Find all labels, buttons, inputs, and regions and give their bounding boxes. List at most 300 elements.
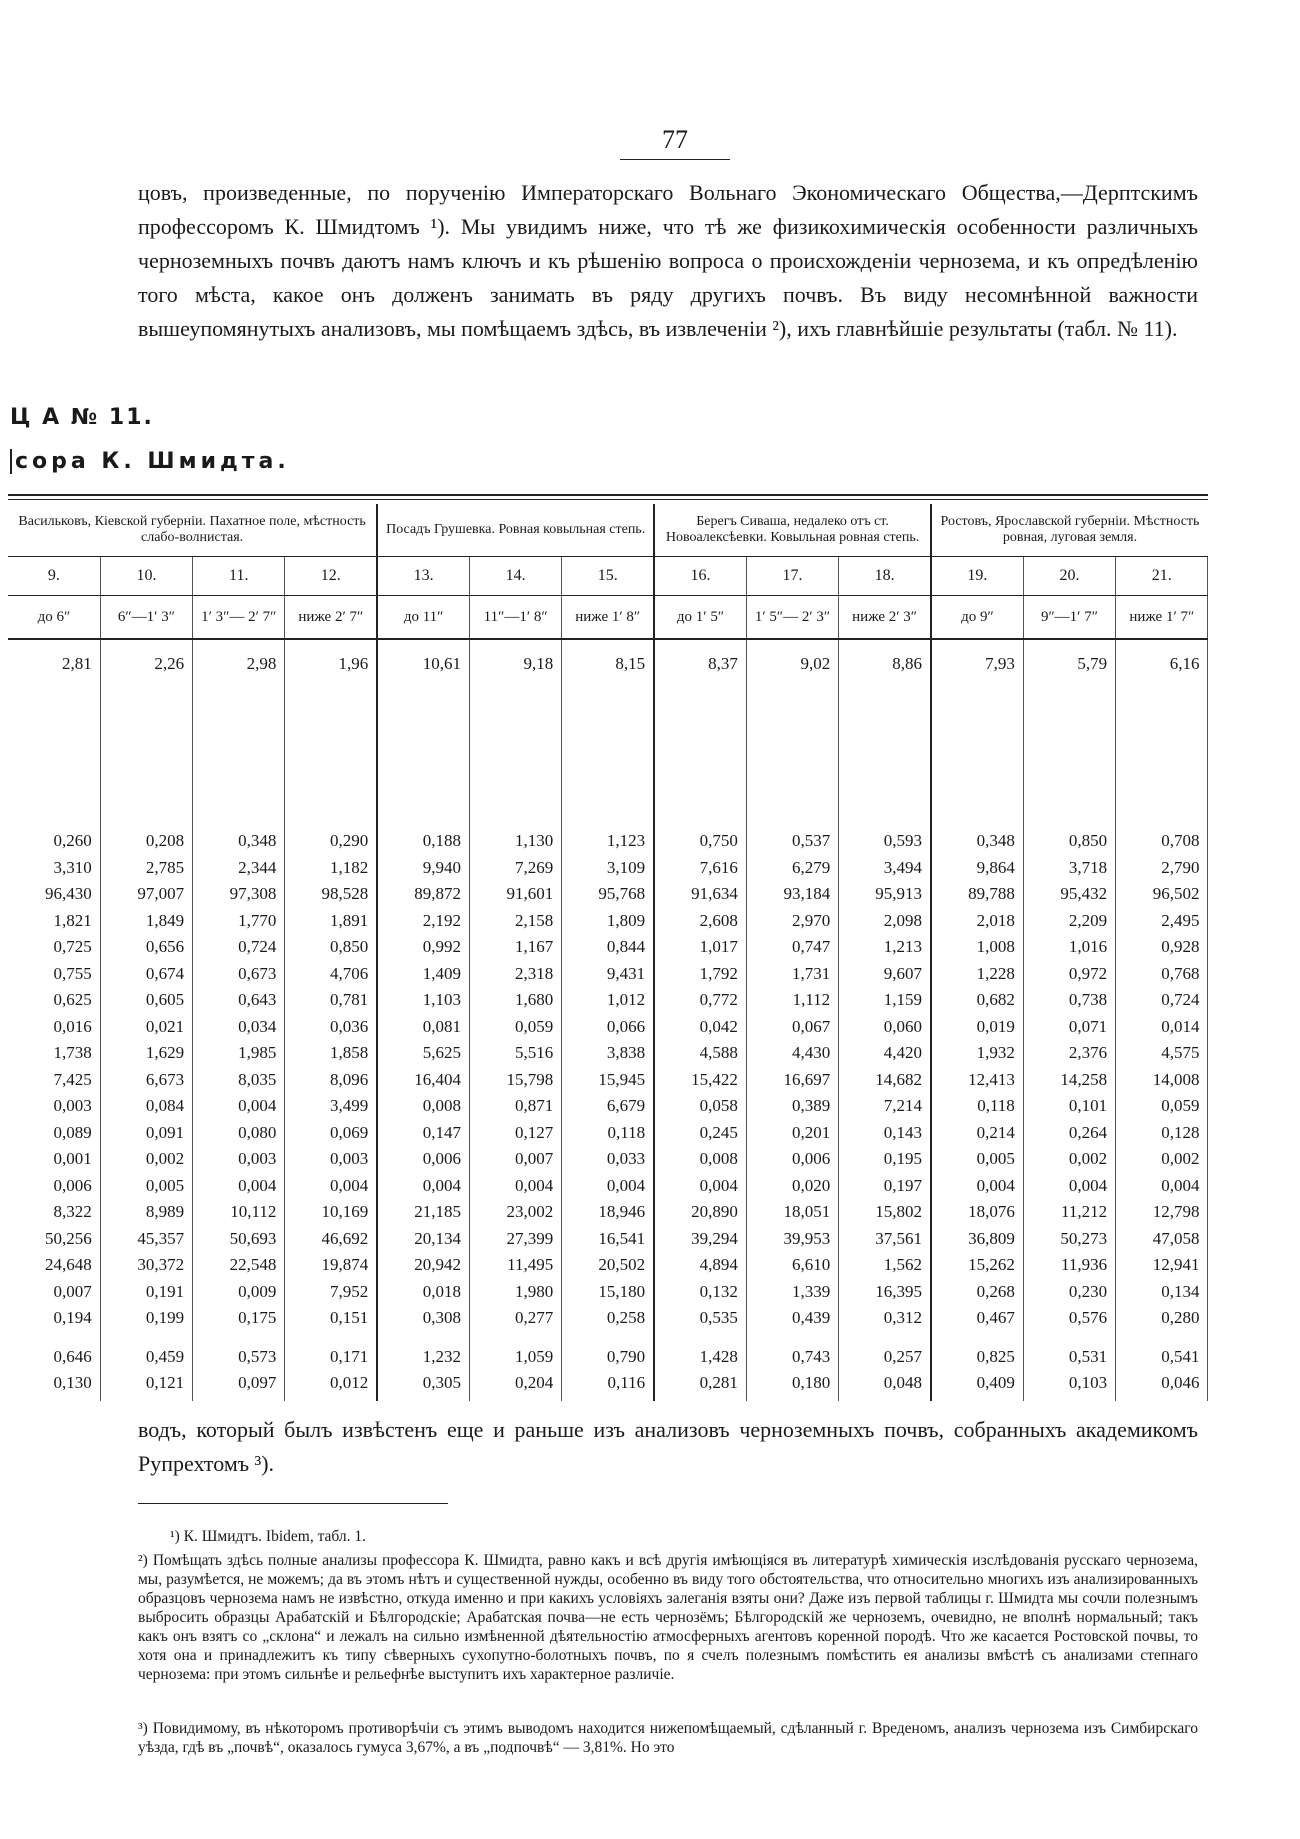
outro-paragraph: водъ, который былъ извѣстенъ еще и раньше изъ анализовъ черноземныхъ почвъ, собранныхъ академикомъ Рупрехтомъ ³).: [138, 1417, 1198, 1476]
table-cell: 0,230: [1023, 1279, 1115, 1306]
table-cell: 2,495: [1116, 908, 1208, 935]
table-cell: 1,629: [100, 1040, 192, 1067]
table-cell: 91,634: [654, 881, 746, 908]
table-cell: 2,158: [470, 908, 562, 935]
table-cell: 0,004: [193, 1093, 285, 1120]
table-cell: 2,970: [746, 908, 838, 935]
table-cell: 0,204: [470, 1370, 562, 1401]
table-cell: 20,134: [377, 1226, 469, 1253]
table-cell: 3,499: [285, 1093, 377, 1120]
table-cell: 0,004: [470, 1173, 562, 1200]
table-cell: 0,194: [8, 1305, 100, 1332]
table-cell: 1,213: [839, 934, 931, 961]
footnote-rule: [138, 1503, 448, 1504]
table-cell: 0,738: [1023, 987, 1115, 1014]
table-row: [8, 1226, 1208, 1253]
table-cell: 18,076: [931, 1199, 1023, 1226]
table-cell: 0,656: [100, 934, 192, 961]
sample-depth: до 6″: [8, 596, 100, 640]
table-cell: 11,495: [470, 1252, 562, 1279]
table-cell: 0,014: [1116, 1014, 1208, 1041]
table-cell: 0,850: [285, 934, 377, 961]
table-cell: 0,188: [377, 828, 469, 855]
table-row: [8, 1305, 1208, 1332]
table-cell: 50,693: [193, 1226, 285, 1253]
table-cell: 0,071: [1023, 1014, 1115, 1041]
table-cell: 2,098: [839, 908, 931, 935]
table-cell: 6,279: [746, 855, 838, 882]
footnote-3: ³) Повидимому, въ нѣкоторомъ противорѣчіи съ этимъ выводомъ находится нижепомѣщаемый, сдѣланный г. Вреденомъ, анализъ чернозема изъ Симбирскаго уѣзда, гдѣ въ „почвѣ“, оказалось гумуса 3,67%, а въ „подпочвѣ“ — 3,81%. Но это: [138, 1720, 1198, 1756]
table-row: [8, 1279, 1208, 1306]
sample-number: 10.: [100, 557, 192, 596]
table-cell: 0,850: [1023, 828, 1115, 855]
sample-depth: 9″—1′ 7″: [1023, 596, 1115, 640]
table-cell: 0,743: [746, 1344, 838, 1371]
table-cell: 20,502: [562, 1252, 654, 1279]
table-row: [8, 855, 1208, 882]
table-cell: 1,980: [470, 1279, 562, 1306]
table-caption: Ц А № 11.: [10, 405, 154, 430]
table-cell: 50,256: [8, 1226, 100, 1253]
table-cell: 0,116: [562, 1370, 654, 1401]
table-cell: 2,81: [8, 639, 100, 698]
table-cell: 23,002: [470, 1199, 562, 1226]
table-cell: 1,059: [470, 1344, 562, 1371]
table-cell: 97,308: [193, 881, 285, 908]
table-cell: 2,376: [1023, 1040, 1115, 1067]
table-cell: 0,180: [746, 1370, 838, 1401]
spacer-row: [8, 698, 1208, 828]
table-cell: 1,017: [654, 934, 746, 961]
table-top-rule: [8, 494, 1208, 496]
table-cell: 89,788: [931, 881, 1023, 908]
table-cell: 1,849: [100, 908, 192, 935]
table-row: [8, 1014, 1208, 1041]
table-cell: 2,209: [1023, 908, 1115, 935]
table-cell: 8,15: [562, 639, 654, 698]
table-cell: 15,945: [562, 1067, 654, 1094]
table-cell: 1,182: [285, 855, 377, 882]
table-cell: 1,339: [746, 1279, 838, 1306]
location-rostov: Ростовъ, Ярославской губерніи. Мѣстность ровная, луговая земля.: [931, 504, 1208, 557]
table-cell: 1,123: [562, 828, 654, 855]
table-cell: 3,838: [562, 1040, 654, 1067]
table-cell: 0,245: [654, 1120, 746, 1147]
location-vasilkov: Васильковъ, Кіевской губерніи. Пахатное поле, мѣстность слабо-волнистая.: [8, 504, 377, 557]
table-cell: 0,103: [1023, 1370, 1115, 1401]
table-cell: 0,389: [746, 1093, 838, 1120]
table-cell: 1,680: [470, 987, 562, 1014]
table-cell: 15,262: [931, 1252, 1023, 1279]
sample-number: 9.: [8, 557, 100, 596]
table-cell: 0,790: [562, 1344, 654, 1371]
table-cell: 1,821: [8, 908, 100, 935]
table-row: [8, 1252, 1208, 1279]
table-cell: 0,825: [931, 1344, 1023, 1371]
table-cell: 0,593: [839, 828, 931, 855]
table-cell: 0,257: [839, 1344, 931, 1371]
table-cell: 0,128: [1116, 1120, 1208, 1147]
table-cell: 95,913: [839, 881, 931, 908]
table-cell: 0,214: [931, 1120, 1023, 1147]
table-cell: 1,96: [285, 639, 377, 698]
table-cell: 0,646: [8, 1344, 100, 1371]
table-cell: 0,673: [193, 961, 285, 988]
table-cell: 0,007: [8, 1279, 100, 1306]
sample-number: 11.: [193, 557, 285, 596]
table-cell: 97,007: [100, 881, 192, 908]
table-cell: 10,169: [285, 1199, 377, 1226]
location-grushevka: Посадъ Грушевка. Ровная ковыльная степь.: [377, 504, 654, 557]
table-cell: 16,404: [377, 1067, 469, 1094]
table-cell: 0,175: [193, 1305, 285, 1332]
table-cell: 0,281: [654, 1370, 746, 1401]
table-row: [8, 987, 1208, 1014]
table-cell: 0,009: [193, 1279, 285, 1306]
table-cell: 1,016: [1023, 934, 1115, 961]
table-top-rule-thin: [8, 499, 1208, 500]
table-cell: 12,798: [1116, 1199, 1208, 1226]
location-header-row: [8, 504, 1208, 557]
table-cell: 9,607: [839, 961, 931, 988]
table-cell: 0,001: [8, 1146, 100, 1173]
table-cell: 0,080: [193, 1120, 285, 1147]
table-cell: 0,002: [1116, 1146, 1208, 1173]
table-cell: 0,268: [931, 1279, 1023, 1306]
table-cell: 0,348: [193, 828, 285, 855]
table-cell: 0,006: [8, 1173, 100, 1200]
table-cell: 15,802: [839, 1199, 931, 1226]
sample-depth: 11″—1′ 8″: [470, 596, 562, 640]
table-cell: 9,431: [562, 961, 654, 988]
table-cell: 3,718: [1023, 855, 1115, 882]
table-cell: 3,109: [562, 855, 654, 882]
table-cell: 0,147: [377, 1120, 469, 1147]
table-cell: 0,972: [1023, 961, 1115, 988]
table-row: [8, 828, 1208, 855]
table-cell: 39,294: [654, 1226, 746, 1253]
table-cell: 0,871: [470, 1093, 562, 1120]
table-cell: 1,012: [562, 987, 654, 1014]
sample-depth: ниже 1′ 7″: [1116, 596, 1208, 640]
sample-number: 19.: [931, 557, 1023, 596]
table-cell: 0,573: [193, 1344, 285, 1371]
table-cell: 15,180: [562, 1279, 654, 1306]
sample-depth: ниже 2′ 3″: [839, 596, 931, 640]
table-cell: 15,422: [654, 1067, 746, 1094]
table-cell: 0,003: [8, 1093, 100, 1120]
table-cell: 30,372: [100, 1252, 192, 1279]
table-cell: 2,608: [654, 908, 746, 935]
table-cell: 1,103: [377, 987, 469, 1014]
table-cell: 0,928: [1116, 934, 1208, 961]
table-cell: 0,312: [839, 1305, 931, 1332]
table-cell: 1,008: [931, 934, 1023, 961]
table-cell: 16,541: [562, 1226, 654, 1253]
table-cell: 8,37: [654, 639, 746, 698]
table-cell: 0,844: [562, 934, 654, 961]
table-cell: 0,016: [8, 1014, 100, 1041]
sample-number: 15.: [562, 557, 654, 596]
table-cell: 0,121: [100, 1370, 192, 1401]
table-cell: 2,785: [100, 855, 192, 882]
sample-depth: 1′ 5″— 2′ 3″: [746, 596, 838, 640]
table-cell: 2,344: [193, 855, 285, 882]
spacer-row: [8, 1332, 1208, 1344]
table-cell: 0,277: [470, 1305, 562, 1332]
table-row: [8, 908, 1208, 935]
sample-depth: до 1′ 5″: [654, 596, 746, 640]
sample-number: 17.: [746, 557, 838, 596]
table-cell: 2,26: [100, 639, 192, 698]
table-cell: 36,809: [931, 1226, 1023, 1253]
sample-number: 14.: [470, 557, 562, 596]
table-cell: 0,008: [377, 1093, 469, 1120]
table-cell: 0,042: [654, 1014, 746, 1041]
table-cell: 3,310: [8, 855, 100, 882]
table-cell: 19,874: [285, 1252, 377, 1279]
table-cell: 0,033: [562, 1146, 654, 1173]
table-cell: 0,750: [654, 828, 746, 855]
table-cell: 0,012: [285, 1370, 377, 1401]
table-cell: 0,004: [931, 1173, 1023, 1200]
table-cell: 27,399: [470, 1226, 562, 1253]
table-cell: 0,091: [100, 1120, 192, 1147]
table-cell: 91,601: [470, 881, 562, 908]
table-cell: 47,058: [1116, 1226, 1208, 1253]
table-row: [8, 881, 1208, 908]
table-cell: 1,792: [654, 961, 746, 988]
table-cell: 0,021: [100, 1014, 192, 1041]
table-cell: 0,004: [1023, 1173, 1115, 1200]
table-cell: 4,706: [285, 961, 377, 988]
table-cell: 89,872: [377, 881, 469, 908]
table-cell: 14,008: [1116, 1067, 1208, 1094]
table-row: [8, 1093, 1208, 1120]
sample-number: 16.: [654, 557, 746, 596]
sample-depth: ниже 1′ 8″: [562, 596, 654, 640]
table-cell: 0,992: [377, 934, 469, 961]
table-cell: 0,101: [1023, 1093, 1115, 1120]
table-cell: 0,781: [285, 987, 377, 1014]
table-cell: 0,747: [746, 934, 838, 961]
table-cell: 0,264: [1023, 1120, 1115, 1147]
table-cell: 1,731: [746, 961, 838, 988]
table-cell: 6,673: [100, 1067, 192, 1094]
table-cell: 18,946: [562, 1199, 654, 1226]
table-cell: 0,708: [1116, 828, 1208, 855]
table-cell: 0,006: [377, 1146, 469, 1173]
table-cell: 0,019: [931, 1014, 1023, 1041]
table-cell: 1,891: [285, 908, 377, 935]
table-row: [8, 934, 1208, 961]
table-cell: 0,439: [746, 1305, 838, 1332]
table-cell: 0,541: [1116, 1344, 1208, 1371]
table-cell: 0,005: [931, 1146, 1023, 1173]
table-cell: 1,562: [839, 1252, 931, 1279]
table-cell: 95,432: [1023, 881, 1115, 908]
table-cell: 4,430: [746, 1040, 838, 1067]
table-cell: 0,018: [377, 1279, 469, 1306]
sample-depth: 6″—1′ 3″: [100, 596, 192, 640]
footnote-2: ²) Помѣщать здѣсь полные анализы профессора К. Шмидта, равно какъ и всѣ другія имѣющіяся въ литературѣ химическія изслѣдованія русскаго чернозема, мы, разумѣется, не можемъ; да въ этомъ нѣтъ и существенной нужды, особенно въ виду того обстоятельства, что относительно многихъ изъ анализированныхъ образцовъ чернозема намъ не извѣстно, откуда именно и при какихъ условіяхъ залеганія взяты они? Даже изъ первой таблицы г. Шмидта мы сочли полезнымъ выбросить образцы Арабатскій и Бѣлгородскіе; Арабатская почва—не есть чернозёмъ; Бѣлгородскій же черноземъ, очевидно, не вполнѣ нормальный; такъ какъ онъ взятъ со „склона“ и лежалъ на сильно измѣненной дѣятельностію атмосферныхъ агентовъ коренной породѣ. Что же касается Ростовской почвы, то хотя она и принадлежитъ къ типу сѣверныхъ сухопутно-болотныхъ почвъ, по я счелъ полезнымъ помѣстить ея анализы вмѣстѣ съ анализами степнаго чернозема: при этомъ сильнѣе и рельефнѣе выступитъ ихъ характерное различіе.: [138, 1552, 1198, 1683]
table-cell: 0,066: [562, 1014, 654, 1041]
table-cell: 10,61: [377, 639, 469, 698]
table-cell: 6,679: [562, 1093, 654, 1120]
table-row: [8, 1146, 1208, 1173]
table-cell: 39,953: [746, 1226, 838, 1253]
table-cell: 0,772: [654, 987, 746, 1014]
table-cell: 46,692: [285, 1226, 377, 1253]
sample-number: 13.: [377, 557, 469, 596]
table-cell: 0,724: [193, 934, 285, 961]
table-cell: 0,348: [931, 828, 1023, 855]
sample-number: 12.: [285, 557, 377, 596]
table-cell: 0,191: [100, 1279, 192, 1306]
table-cell: 6,610: [746, 1252, 838, 1279]
table-cell: 20,890: [654, 1199, 746, 1226]
table-cell: 8,096: [285, 1067, 377, 1094]
table-cell: 10,112: [193, 1199, 285, 1226]
table-cell: 5,625: [377, 1040, 469, 1067]
table-cell: 0,134: [1116, 1279, 1208, 1306]
table-cell: 0,197: [839, 1173, 931, 1200]
table-cell: 6,16: [1116, 639, 1208, 698]
table-row: [8, 639, 1208, 698]
table-cell: 12,413: [931, 1067, 1023, 1094]
table-cell: 0,004: [562, 1173, 654, 1200]
table-cell: 0,069: [285, 1120, 377, 1147]
table-row: [8, 1370, 1208, 1401]
table-cell: 0,260: [8, 828, 100, 855]
table-cell: 1,770: [193, 908, 285, 935]
sample-number: 18.: [839, 557, 931, 596]
table-cell: 5,516: [470, 1040, 562, 1067]
table-cell: 96,502: [1116, 881, 1208, 908]
table-cell: 0,459: [100, 1344, 192, 1371]
table-cell: 8,322: [8, 1199, 100, 1226]
table-cell: 50,273: [1023, 1226, 1115, 1253]
table-cell: 96,430: [8, 881, 100, 908]
table-cell: 12,941: [1116, 1252, 1208, 1279]
table-cell: 0,084: [100, 1093, 192, 1120]
page-number: 77: [620, 125, 730, 160]
table-cell: 0,007: [470, 1146, 562, 1173]
table-cell: 8,035: [193, 1067, 285, 1094]
table-cell: 0,003: [193, 1146, 285, 1173]
table-row: [8, 1040, 1208, 1067]
table-cell: 20,942: [377, 1252, 469, 1279]
table-cell: 11,936: [1023, 1252, 1115, 1279]
table-cell: 2,98: [193, 639, 285, 698]
footnote-1: ¹) К. Шмидтъ. Ibidem, табл. 1.: [170, 1528, 367, 1545]
sample-depth: ниже 2′ 7″: [285, 596, 377, 640]
table-cell: 0,625: [8, 987, 100, 1014]
table-row: [8, 1199, 1208, 1226]
table-cell: 7,269: [470, 855, 562, 882]
table-cell: 0,005: [100, 1173, 192, 1200]
table-cell: 0,060: [839, 1014, 931, 1041]
table-cell: 0,004: [1116, 1173, 1208, 1200]
table-cell: 9,864: [931, 855, 1023, 882]
table-cell: 0,201: [746, 1120, 838, 1147]
table-cell: 37,561: [839, 1226, 931, 1253]
table-cell: 2,192: [377, 908, 469, 935]
table-cell: 0,127: [470, 1120, 562, 1147]
table-cell: 15,798: [470, 1067, 562, 1094]
table-cell: 0,768: [1116, 961, 1208, 988]
table-cell: 2,318: [470, 961, 562, 988]
location-sivash: Берегъ Сиваша, недалеко отъ ст. Новоалексѣевки. Ковыльная ровная степь.: [654, 504, 931, 557]
table-cell: 0,467: [931, 1305, 1023, 1332]
table-row: [8, 1120, 1208, 1147]
table-subtitle: сора К. Шмидта.: [10, 449, 290, 474]
table-cell: 0,132: [654, 1279, 746, 1306]
table-cell: 0,059: [470, 1014, 562, 1041]
table-cell: 7,616: [654, 855, 746, 882]
table-cell: 8,989: [100, 1199, 192, 1226]
table-cell: 93,184: [746, 881, 838, 908]
table-cell: 0,036: [285, 1014, 377, 1041]
table-cell: 14,682: [839, 1067, 931, 1094]
table-cell: 1,428: [654, 1344, 746, 1371]
table-cell: 24,648: [8, 1252, 100, 1279]
table-cell: 1,932: [931, 1040, 1023, 1067]
table-cell: 1,232: [377, 1344, 469, 1371]
table-cell: 0,002: [100, 1146, 192, 1173]
table-cell: 1,130: [470, 828, 562, 855]
table-cell: 0,097: [193, 1370, 285, 1401]
table-cell: 0,067: [746, 1014, 838, 1041]
table-cell: 7,93: [931, 639, 1023, 698]
table-cell: 0,258: [562, 1305, 654, 1332]
table-body: [8, 639, 1208, 1401]
table-cell: 0,020: [746, 1173, 838, 1200]
table-cell: 1,112: [746, 987, 838, 1014]
table-cell: 0,724: [1116, 987, 1208, 1014]
sample-depth: до 9″: [931, 596, 1023, 640]
table-cell: 22,548: [193, 1252, 285, 1279]
table-cell: 0,143: [839, 1120, 931, 1147]
table-cell: 0,151: [285, 1305, 377, 1332]
table-cell: 0,004: [377, 1173, 469, 1200]
table-cell: 0,199: [100, 1305, 192, 1332]
table-cell: 0,089: [8, 1120, 100, 1147]
table-cell: 0,643: [193, 987, 285, 1014]
table-row: [8, 1173, 1208, 1200]
table-cell: 0,048: [839, 1370, 931, 1401]
table-row: [8, 961, 1208, 988]
table-cell: 45,357: [100, 1226, 192, 1253]
table-cell: 0,004: [193, 1173, 285, 1200]
table-cell: 0,008: [654, 1146, 746, 1173]
table-cell: 0,118: [562, 1120, 654, 1147]
depth-row: [8, 596, 1208, 640]
table-cell: 95,768: [562, 881, 654, 908]
table-cell: 0,605: [100, 987, 192, 1014]
table-cell: 16,395: [839, 1279, 931, 1306]
table-cell: 0,004: [654, 1173, 746, 1200]
table-cell: 0,002: [1023, 1146, 1115, 1173]
table-row: [8, 1344, 1208, 1371]
table-cell: 0,576: [1023, 1305, 1115, 1332]
table-cell: 1,985: [193, 1040, 285, 1067]
table-cell: 98,528: [285, 881, 377, 908]
table-cell: 0,081: [377, 1014, 469, 1041]
table-cell: 0,755: [8, 961, 100, 988]
table-cell: 0,305: [377, 1370, 469, 1401]
table-cell: 0,195: [839, 1146, 931, 1173]
